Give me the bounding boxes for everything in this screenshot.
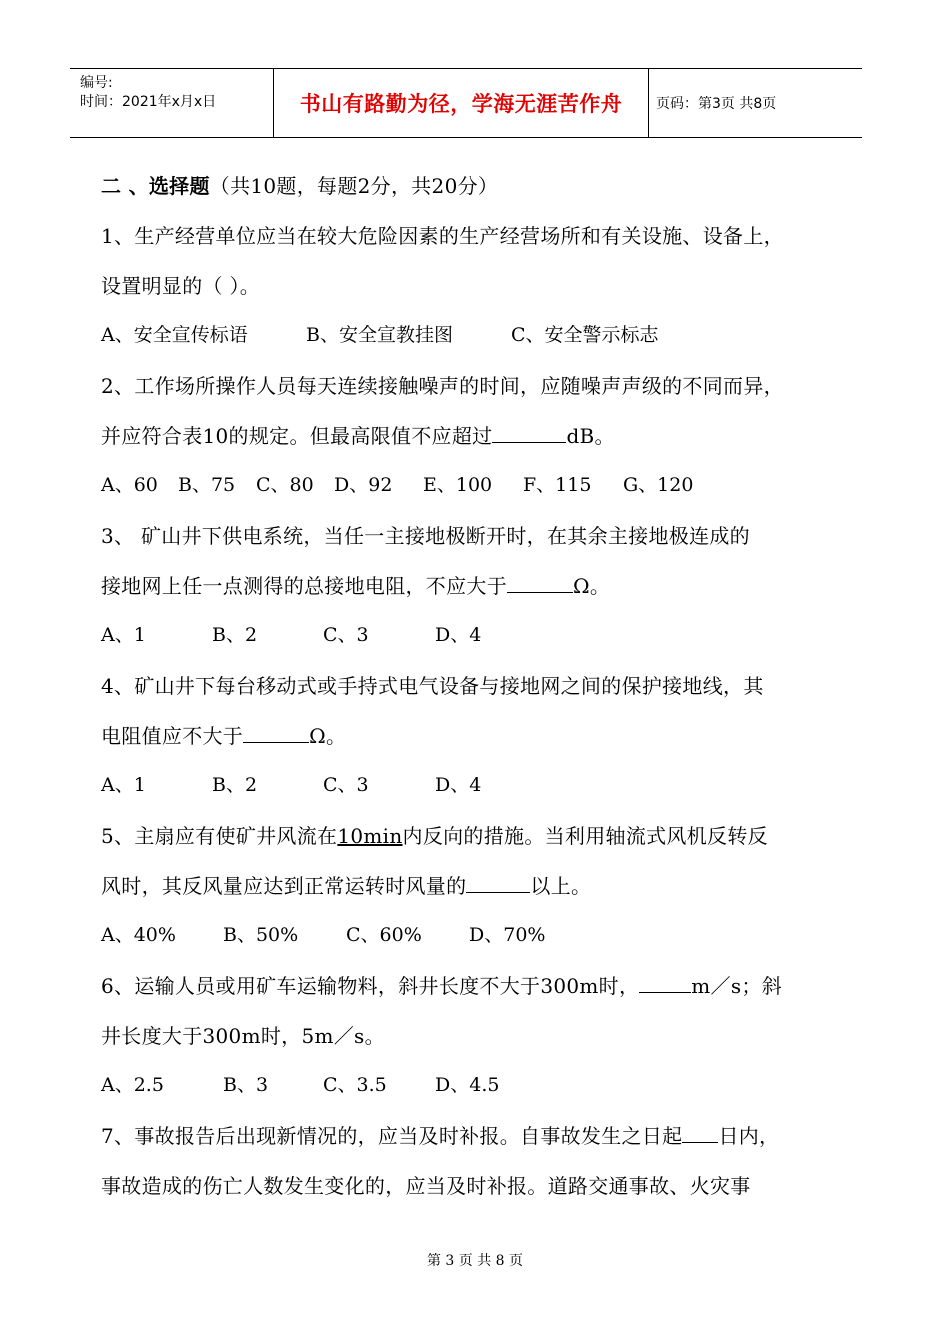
q5-line2-pre: 风时，其反风量应达到正常运转时风量的 [101, 874, 467, 898]
q3-line1: 3、 矿山井下供电系统，当任一主接地极断开时，在其余主接地极连成的 [101, 524, 750, 548]
header-page-cell [648, 69, 862, 137]
q2-line2 [101, 420, 615, 449]
header-motto-cell [273, 69, 649, 137]
q6-line1 [101, 970, 782, 999]
q2-option-g: G、120 [623, 474, 694, 496]
q2-option-e: E、100 [423, 474, 493, 496]
section-title [101, 170, 498, 199]
q2-option-b: B、75 [178, 474, 236, 496]
q1-option-b: B、安全宣教挂图 [306, 324, 453, 346]
q5-answer-blank [466, 891, 530, 893]
q3-line2-post: Ω。 [573, 574, 611, 598]
q6-answer-blank [639, 991, 691, 993]
q6-option-b: B、3 [223, 1074, 269, 1096]
header-page-info: 页码：第3页 共8页 [656, 96, 777, 112]
q2-line2-post: dB。 [566, 424, 615, 448]
q3-line2 [101, 570, 610, 599]
q4-line2-post: Ω。 [309, 724, 347, 748]
q1-line2: 设置明显的（ ）。 [101, 274, 261, 298]
q4-line2-pre: 电阻值应不大于 [101, 724, 244, 748]
q5-line1 [101, 820, 768, 849]
q2-line1: 2、工作场所操作人员每天连续接触噪声的时间，应随噪声声级的不同而异， [101, 374, 784, 398]
q5-option-d: D、70% [469, 924, 546, 946]
q3-option-d: D、4 [435, 624, 482, 646]
q7-answer-blank [682, 1141, 718, 1143]
q7-line1 [101, 1120, 779, 1149]
q4-option-c: C、3 [323, 774, 369, 796]
q1-line1: 1、生产经营单位应当在较大危险因素的生产经营场所和有关设施、设备上， [101, 224, 784, 248]
number-label: 编号: [80, 75, 113, 91]
q5-line2 [101, 870, 591, 899]
q4-line2 [101, 720, 346, 749]
q6-line1-post: m／s；斜 [691, 974, 782, 998]
page-header [70, 68, 862, 138]
q4-option-b: B、2 [212, 774, 258, 796]
q3-option-a: A、1 [101, 624, 146, 646]
section-title-note: （共10题，每题2分，共20分） [209, 174, 499, 198]
q6-option-c: C、3.5 [323, 1074, 387, 1096]
q3-answer-blank [507, 591, 573, 593]
page-footer: 第 3 页 共 8 页 [426, 1253, 524, 1269]
q3-option-b: B、2 [212, 624, 258, 646]
q2-option-f: F、115 [523, 474, 592, 496]
q7-line1-post: 日内， [718, 1124, 780, 1148]
q4-answer-blank [243, 741, 309, 743]
q6-line1-pre: 6、运输人员或用矿车运输物料，斜井长度不大于300m时， [101, 974, 640, 998]
q6-option-a: A、2.5 [101, 1074, 164, 1096]
q5-line2-post: 以上。 [530, 874, 592, 898]
q2-option-a: A、60 [101, 474, 158, 496]
q2-answer-blank [492, 441, 566, 443]
q1-option-a: A、安全宣传标语 [101, 324, 248, 346]
header-meta [70, 69, 272, 137]
q5-option-a: A、40% [101, 924, 176, 946]
q5-line1-pre: 5、主扇应有使矿井风流在 [101, 824, 338, 848]
q4-option-d: D、4 [435, 774, 482, 796]
q7-line2: 事故造成的伤亡人数发生变化的，应当及时补报。道路交通事故、火灾事 [101, 1174, 751, 1198]
q3-line2-pre: 接地网上任一点测得的总接地电阻，不应大于 [101, 574, 507, 598]
q2-option-d: D、92 [334, 474, 393, 496]
q5-option-c: C、60% [346, 924, 422, 946]
q3-option-c: C、3 [323, 624, 369, 646]
q6-line2: 井长度大于300m时，5m／s。 [101, 1024, 385, 1048]
q5-option-b: B、50% [223, 924, 299, 946]
q7-line1-pre: 7、事故报告后出现新情况的，应当及时补报。自事故发生之日起 [101, 1124, 683, 1148]
q4-option-a: A、1 [101, 774, 146, 796]
q2-option-c: C、80 [256, 474, 314, 496]
q1-option-c: C、安全警示标志 [511, 324, 659, 346]
q6-option-d: D、4.5 [435, 1074, 500, 1096]
q4-line1: 4、矿山井下每台移动式或手持式电气设备与接地网之间的保护接地线，其 [101, 674, 764, 698]
q5-underlined-time: 10min [337, 824, 403, 848]
q2-line2-pre: 并应符合表10的规定。但最高限值不应超过 [101, 424, 493, 448]
header-motto: 书山有路勤为径，学海无涯苦作舟 [299, 92, 623, 116]
q5-line1-post: 内反向的措施。当利用轴流式风机反转反 [402, 824, 768, 848]
time-label: 时间：2021年x月x日 [80, 94, 217, 110]
section-title-bold: 二 、选择题 [101, 174, 210, 198]
